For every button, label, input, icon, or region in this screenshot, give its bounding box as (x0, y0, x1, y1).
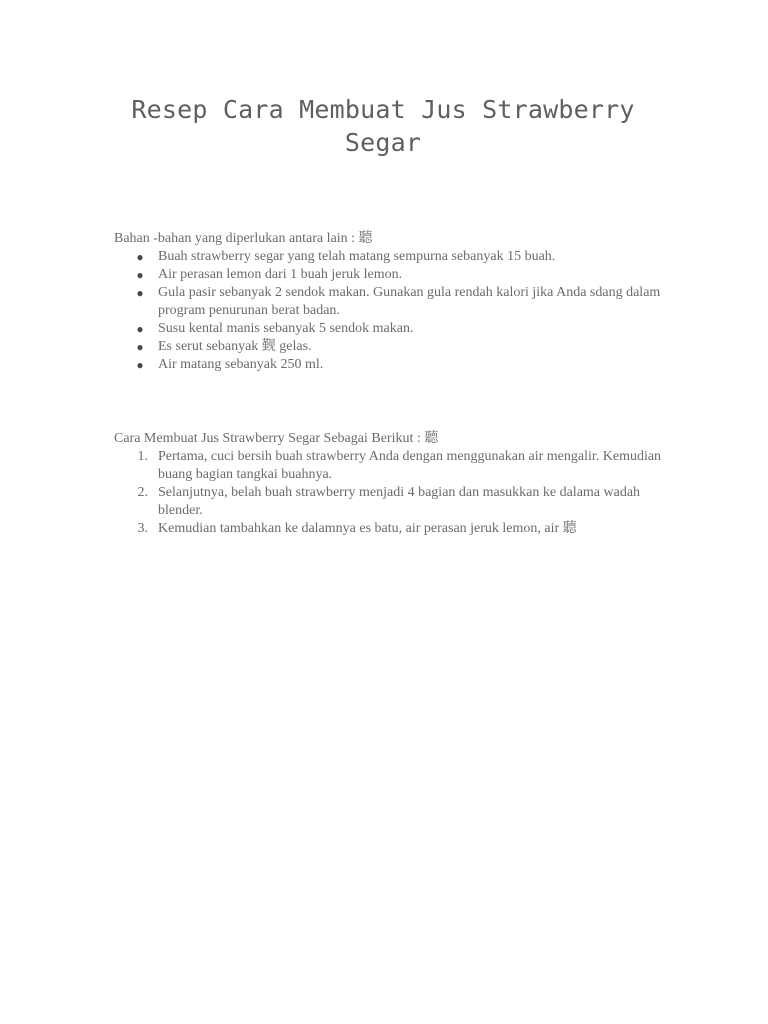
ingredients-list (114, 248, 674, 374)
ingredient-text: Es serut sebanyak 觐 gelas. (158, 339, 312, 354)
bullet-icon: ● (136, 358, 144, 372)
page-title: Resep Cara Membuat Jus Strawberry Segar (131, 95, 635, 157)
step-item (114, 520, 674, 538)
ingredient-text: Buah strawberry segar yang telah matang sempurna sebanyak 15 buah. (158, 249, 556, 264)
step-text: Pertama, cuci bersih buah strawberry Anda dengan menggunakan air mengalir. Kemudian buang bagian tangkai buahnya. (158, 449, 662, 482)
step-text: Kemudian tambahkan ke dalamnya es batu, air perasan jeruk lemon, air 聽 (158, 521, 577, 536)
steps-heading: Cara Membuat Jus Strawberry Segar Sebagai Berikut : 聽 (114, 431, 439, 446)
bullet-icon: ● (136, 250, 144, 264)
step-number: 2. (137, 485, 148, 500)
steps-list (114, 448, 674, 538)
ingredient-item (114, 320, 674, 338)
ingredient-text: Air perasan lemon dari 1 buah jeruk lemon. (158, 267, 403, 282)
ingredient-item (114, 248, 674, 266)
step-number: 3. (137, 521, 148, 536)
bullet-icon: ● (136, 322, 144, 336)
bullet-icon: ● (136, 340, 144, 354)
ingredient-item (114, 356, 674, 374)
ingredient-item (114, 266, 674, 284)
ingredient-item (114, 338, 674, 356)
step-number: 1. (137, 449, 148, 464)
step-item (114, 484, 674, 520)
ingredient-text: Susu kental manis sebanyak 5 sendok makan. (158, 321, 414, 336)
step-text: Selanjutnya, belah buah strawberry menjadi 4 bagian dan masukkan ke dalama wadah blender. (158, 485, 641, 518)
ingredient-text: Gula pasir sebanyak 2 sendok makan. Gunakan gula rendah kalori jika Anda sdang dalam program penurunan berat badan. (158, 285, 661, 318)
step-item (114, 448, 674, 484)
ingredient-item (114, 284, 674, 320)
ingredients-heading: Bahan -bahan yang diperlukan antara lain : 聽 (114, 231, 373, 246)
steps-section (114, 430, 674, 538)
bullet-icon: ● (136, 286, 144, 300)
ingredient-text: Air matang sebanyak 250 ml. (158, 357, 324, 372)
ingredients-section (114, 230, 674, 374)
bullet-icon: ● (136, 268, 144, 282)
